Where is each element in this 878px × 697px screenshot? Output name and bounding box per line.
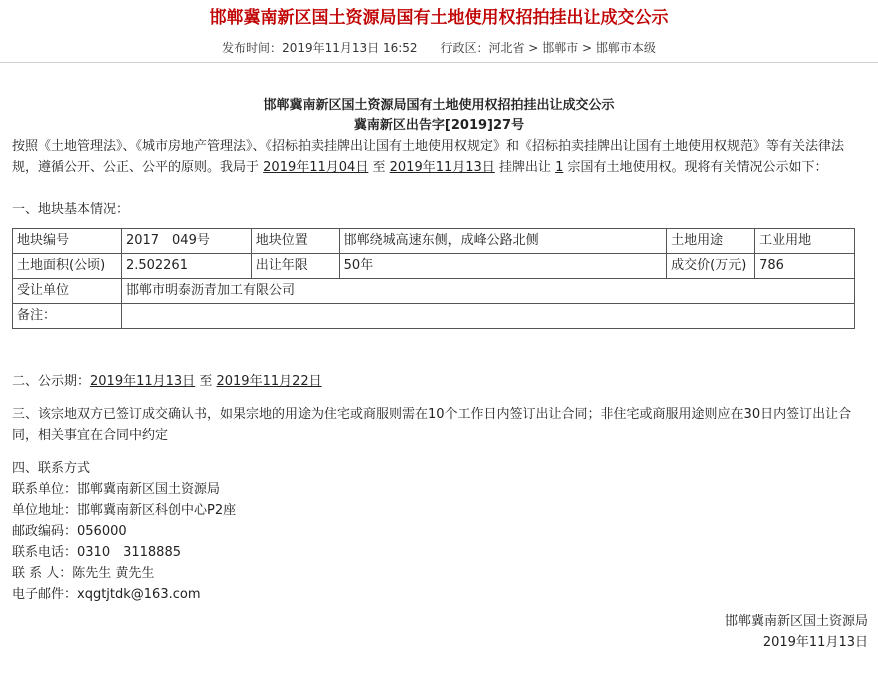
section-1-heading: 一、地块基本情况：: [12, 202, 130, 217]
listing-end-date: 2019年11月13日: [389, 160, 495, 175]
publicity-period: [12, 371, 866, 392]
listing-start-date: 2019年11月04日: [263, 160, 369, 175]
contact-heading: 四、联系方式: [12, 461, 91, 476]
contact-phone: 联系电话：0310 3118885: [12, 545, 181, 560]
intro-to: 至: [372, 160, 386, 175]
intro-paragraph: [12, 136, 866, 178]
transaction-price: 786: [755, 254, 855, 279]
intro-text: 宗国有土地使用权。现将有关情况公示如下：: [567, 160, 828, 175]
page-title: 邯郸冀南新区国土资源局国有土地使用权招拍挂出让成交公示: [209, 8, 669, 28]
land-use: 工业用地: [755, 229, 855, 254]
publish-time: 2019年11月13日 16:52: [282, 41, 418, 55]
table-row: [13, 304, 855, 329]
region-province-link[interactable]: 河北省: [488, 41, 525, 55]
contact-person: 联 系 人：陈先生 黄先生: [12, 566, 155, 581]
parcel-count: 1: [555, 160, 564, 175]
parcel-table: [12, 228, 855, 329]
publish-label: 发布时间：: [222, 41, 283, 55]
parcel-location: 邯郸绕城高速东侧，成峰公路北侧: [339, 229, 666, 254]
header-divider: [0, 62, 878, 63]
meta-line: [0, 39, 878, 57]
table-row: [13, 254, 855, 279]
land-area: 2.502261: [121, 254, 251, 279]
transfer-term: 50年: [339, 254, 666, 279]
remarks-value: [121, 304, 854, 329]
intro-text: 挂牌出让: [498, 160, 551, 175]
signature-org: 邯郸冀南新区国土资源局: [724, 614, 868, 629]
document-title: 邯郸冀南新区国土资源局国有土地使用权招拍挂出让成交公示: [263, 98, 615, 113]
period-start: 2019年11月13日: [90, 374, 196, 389]
table-label: 备注：: [13, 304, 122, 329]
period-end: 2019年11月22日: [216, 374, 322, 389]
region-city-link[interactable]: 邯郸市: [542, 41, 579, 55]
contact-unit: 联系单位：邯郸冀南新区国土资源局: [12, 482, 221, 497]
region-label: 行政区：: [440, 41, 489, 55]
signature-date: 2019年11月13日: [762, 635, 868, 650]
contact-postcode: 邮政编码：056000: [12, 524, 127, 539]
table-label: 出让年限: [251, 254, 339, 279]
table-row: [13, 279, 855, 304]
region-level-link[interactable]: 邯郸市本级: [595, 41, 656, 55]
section-3-paragraph: 三、该宗地双方已签订成交确认书，如果宗地的用途为住宅或商服则需在10个工作日内签订出让合同；非住宅或商服用途则应在30日内签订出让合同，相关事宜在合同中约定: [12, 407, 852, 443]
table-label: 成交价(万元): [667, 254, 755, 279]
table-row: [13, 229, 855, 254]
region-separator: >: [528, 41, 539, 55]
table-label: 土地用途: [667, 229, 755, 254]
period-to: 至: [199, 374, 213, 389]
signature-block: [0, 611, 878, 653]
document-number: 冀南新区出告字[2019]27号: [353, 118, 525, 133]
contact-address: 单位地址：邯郸冀南新区科创中心P2座: [12, 503, 237, 518]
table-label: 地块位置: [251, 229, 339, 254]
period-label: 二、公示期：: [12, 374, 91, 389]
table-label: 土地面积(公顷): [13, 254, 122, 279]
document-body: [0, 96, 878, 605]
region-separator: >: [582, 41, 593, 55]
intro-text: 按照《土地管理法》、《城市房地产管理法》、《招标拍卖挂牌出让国有土地使用权规定》和《招标拍卖挂牌出让国有土地使用权规范》等有关法律法规，遵循公开、公正、公平的原则。我局于: [12, 139, 845, 175]
transferee-name: 邯郸市明泰沥青加工有限公司: [121, 279, 854, 304]
table-label: 地块编号: [13, 229, 122, 254]
parcel-number: 2017 049号: [121, 229, 251, 254]
contact-email: 电子邮件：xqgtjtdk@163.com: [12, 587, 201, 602]
table-label: 受让单位: [13, 279, 122, 304]
